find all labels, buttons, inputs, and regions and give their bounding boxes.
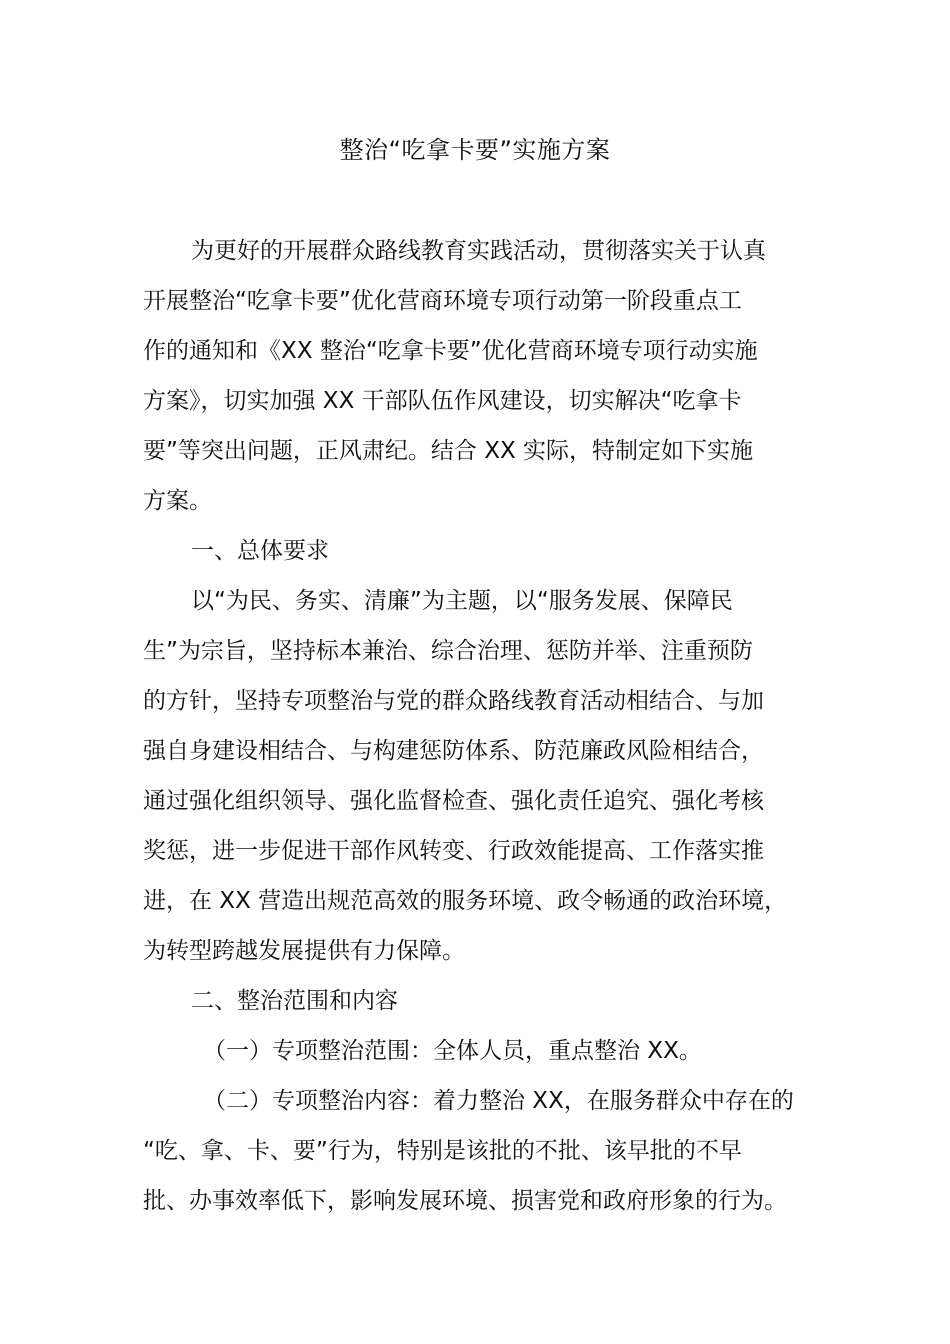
paragraph-line: 方案》，切实加强 XX 干部队伍作风建设，切实解决“吃拿卡 [143,388,742,414]
paragraph-line: 通过强化组织领导、强化监督检查、强化责任追究、强化考核 [143,788,764,814]
document-title: 整治“吃拿卡要”实施方案 [339,136,611,164]
document-body [143,226,833,1226]
paragraph-line: 方案。 [143,488,212,514]
paragraph-line: 的方针，坚持专项整治与党的群众路线教育活动相结合、与加 [143,688,764,714]
paragraph-line: 要”等突出问题，正风肃纪。结合 XX 实际，特制定如下实施 [143,438,754,464]
paragraph-line: 为更好的开展群众路线教育实践活动，贯彻落实关于认真 [191,238,766,264]
section-heading: 二、整治范围和内容 [191,988,398,1014]
paragraph-line: “吃、拿、卡、要”行为，特别是该批的不批、该早批的不早 [143,1138,742,1164]
subsection-line: （二）专项整治内容：着力整治 XX，在服务群众中存在的 [203,1088,794,1114]
paragraph-line: 以“为民、务实、清廉”为主题，以“服务发展、保障民 [191,588,733,614]
paragraph-line: 作的通知和《XX 整治“吃拿卡要”优化营商环境专项行动实施 [143,338,758,364]
paragraph-line: 生”为宗旨，坚持标本兼治、综合治理、惩防并举、注重预防 [143,638,753,664]
section-heading: 一、总体要求 [191,538,329,564]
paragraph-line: 奖惩，进一步促进干部作风转变、行政效能提高、工作落实推 [143,838,764,864]
paragraph-line: 开展整治“吃拿卡要”优化营商环境专项行动第一阶段重点工 [143,288,742,314]
paragraph-line: 批、办事效率低下，影响发展环境、损害党和政府形象的行为。 [143,1188,787,1214]
paragraph-line: 强自身建设相结合、与构建惩防体系、防范廉政风险相结合， [143,738,764,764]
subsection-line: （一）专项整治范围：全体人员，重点整治 XX。 [203,1038,702,1064]
paragraph-line: 进，在 XX 营造出规范高效的服务环境、政令畅通的政治环境， [143,888,788,914]
paragraph-line: 为转型跨越发展提供有力保障。 [143,938,465,964]
